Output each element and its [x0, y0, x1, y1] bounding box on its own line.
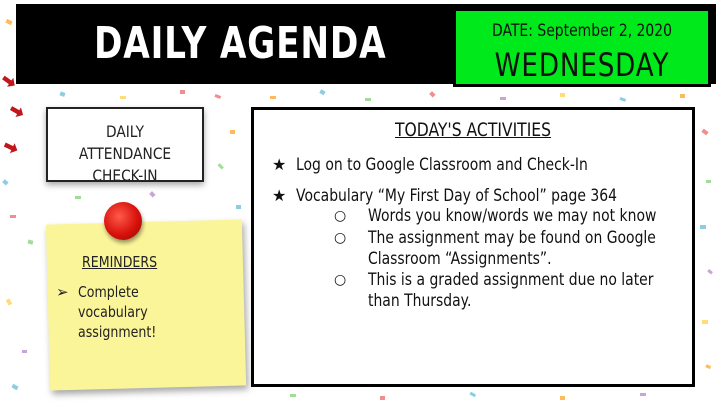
circle-bullet-icon: ○	[334, 272, 347, 288]
circle-bullet-icon: ○	[334, 208, 347, 224]
activities-title: TODAY'S ACTIVITIES	[394, 119, 552, 141]
todays-activities-panel	[251, 107, 695, 387]
star-bullet-icon: ★	[272, 186, 287, 205]
reminders-title: REMINDERS	[82, 253, 158, 271]
activity-sub-text: This is a graded assignment due no later than Thursday.	[368, 270, 654, 311]
activity-text: Log on to Google Classroom and Check-In	[296, 155, 588, 175]
date-label: DATE: September 2, 2020	[491, 21, 673, 41]
page-title: DAILY AGENDA	[94, 18, 387, 69]
circle-bullet-icon: ○	[334, 230, 347, 246]
attendance-label: DAILY ATTENDANCE CHECK-IN	[78, 122, 172, 185]
push-pin-icon	[104, 202, 142, 240]
activity-text: Vocabulary “My First Day of School” page 364	[296, 186, 618, 206]
star-bullet-icon: ★	[272, 155, 287, 174]
attendance-check-in-box[interactable]	[46, 107, 204, 185]
activity-sub-text: The assignment may be found on Google Classroom “Assignments”.	[368, 228, 656, 269]
date-box	[453, 8, 711, 87]
activity-sub-text: Words you know/words we may not know	[368, 206, 657, 226]
arrow-bullet-icon: ➢	[56, 283, 69, 301]
weekday-label: WEDNESDAY	[494, 46, 670, 84]
reminder-text: Complete vocabulary assignment!	[78, 283, 157, 341]
